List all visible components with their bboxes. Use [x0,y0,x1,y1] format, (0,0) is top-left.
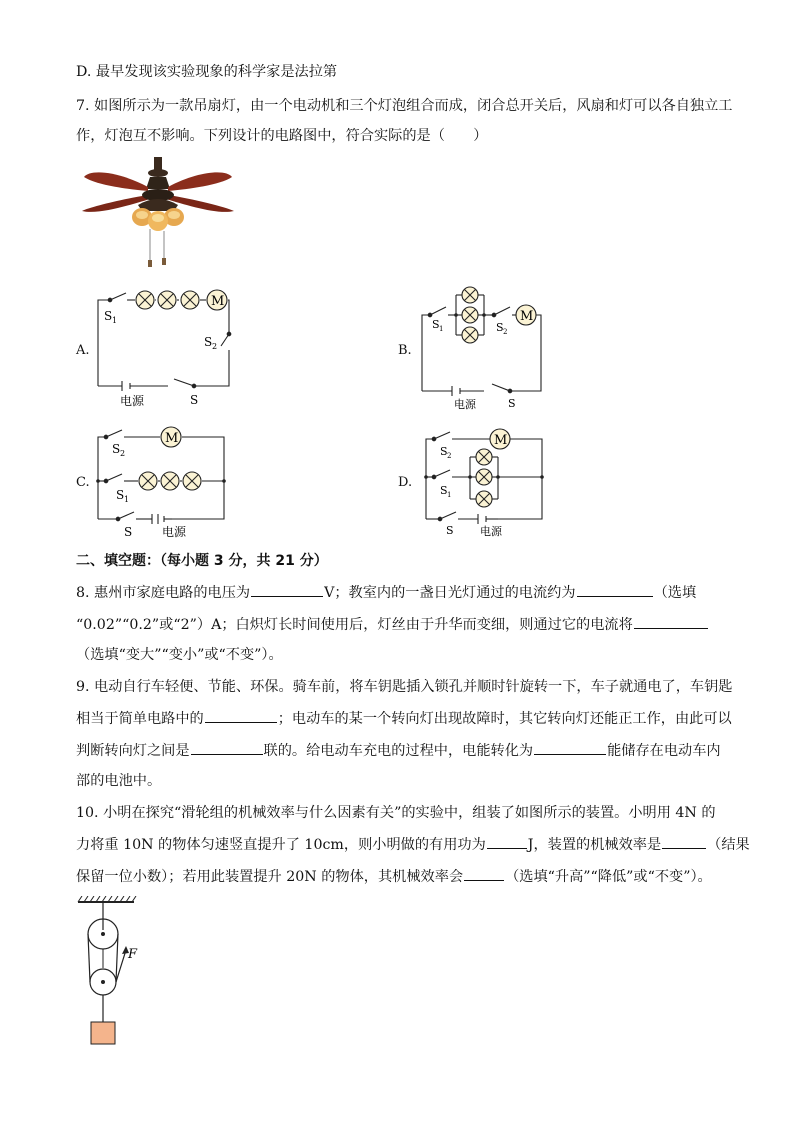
option-c-label: C. [76,475,90,490]
svg-text:1: 1 [112,316,118,325]
force-label: F [128,947,138,962]
svg-text:2: 2 [503,328,508,336]
pulley-diagram [76,896,166,1051]
option-d-label: D. [398,475,413,490]
svg-text:1: 1 [439,325,444,333]
q7-text-line2: 作，灯泡互不影响。下列设计的电路图中，符合实际的是（ ） [76,128,488,144]
q7-text-line1: 7. 如图所示为一款吊扇灯，由一个电动机和三个灯泡组合而成，闭合总开关后，风扇和灯可以各自独立工 [76,98,733,114]
q8-line3: （选填“变大”“变小”或“不变”）。 [76,647,283,663]
switch-s1-label-a: S [104,309,113,323]
circuit-diagram-c [90,425,240,543]
circuit-diagram-b [412,283,562,413]
answer-blank[interactable] [634,614,708,629]
answer-blank[interactable] [534,740,606,755]
q10-line1: 10. 小明在探究“滑轮组的机械效率与什么因素有关”的实验中，组装了如图所示的装置。小明用 4N 的 [76,805,716,821]
motor-label-a: M [211,294,225,309]
svg-text:2: 2 [120,449,126,458]
power-label-b: 电源 [454,398,476,411]
ceiling-fan-image [78,155,238,270]
svg-text:1: 1 [447,491,452,499]
answer-blank[interactable] [464,866,504,881]
answer-blank[interactable] [191,740,263,755]
answer-blank[interactable] [487,834,527,849]
option-a-label: A. [76,343,90,358]
option-b-label: B. [398,343,412,358]
switch-s1-label-b: S [432,318,440,331]
switch-s1-label-c: S [116,488,125,502]
svg-text:1: 1 [124,495,130,504]
circuit-diagram-a [90,286,240,411]
q6-option-d: D. 最早发现该实验现象的科学家是法拉第 [76,64,338,80]
switch-s-label-b: S [508,397,516,410]
q8-line1: 8. 惠州市家庭电路的电压为 V；教室内的一盏日光灯通过的电流约为 （选填 [76,582,696,603]
answer-blank[interactable] [251,582,323,597]
q9-line4: 部的电池中。 [76,773,162,789]
q10-line3: 保留一位小数）；若用此装置提升 20N 的物体，其机械效率会 （选填“升高”“降低”或“不变”）。 [76,866,712,887]
answer-blank[interactable] [205,708,277,723]
switch-s2-label-b: S [496,321,504,334]
q8-line2: “0.02”“0.2”或“2”）A；白炽灯长时间使用后，灯丝由于升华而变细，则通过它的电流将 [76,614,709,635]
switch-s2-label-a: S [204,335,213,349]
svg-text:2: 2 [212,342,218,351]
motor-label-c: M [165,431,179,446]
circuit-diagram-d [418,425,558,543]
motor-label-b: M [520,309,534,324]
answer-blank[interactable] [577,582,653,597]
switch-s-label-d: S [446,524,454,537]
power-label-a: 电源 [120,394,145,408]
switch-s2-label-d: S [440,445,448,458]
q10-line2: 力将重 10N 的物体匀速竖直提升了 10cm，则小明做的有用功为 J，装置的机械效率是 （结果 [76,834,750,855]
section-heading: 二、填空题：（每小题 3 分，共 21 分） [76,553,328,569]
motor-label-d: M [494,433,508,448]
switch-s1-label-d: S [440,484,448,497]
switch-s-label-a: S [190,393,199,407]
svg-text:2: 2 [447,452,452,460]
switch-s2-label-c: S [112,442,121,456]
power-label-c: 电源 [162,525,187,539]
power-label-d: 电源 [480,525,502,538]
switch-s-label-c: S [124,525,133,539]
q9-line1: 9. 电动自行车轻便、节能、环保。骑车前，将车钥匙插入锁孔并顺时针旋转一下，车子就通电了，车钥匙 [76,679,733,695]
answer-blank[interactable] [662,834,706,849]
q9-line3: 判断转向灯之间是 联的。给电动车充电的过程中，电能转化为 能储存在电动车内 [76,740,721,761]
q9-line2: 相当于简单电路中的 ；电动车的某一个转向灯出现故障时，其它转向灯还能正工作，由此可以 [76,708,732,729]
